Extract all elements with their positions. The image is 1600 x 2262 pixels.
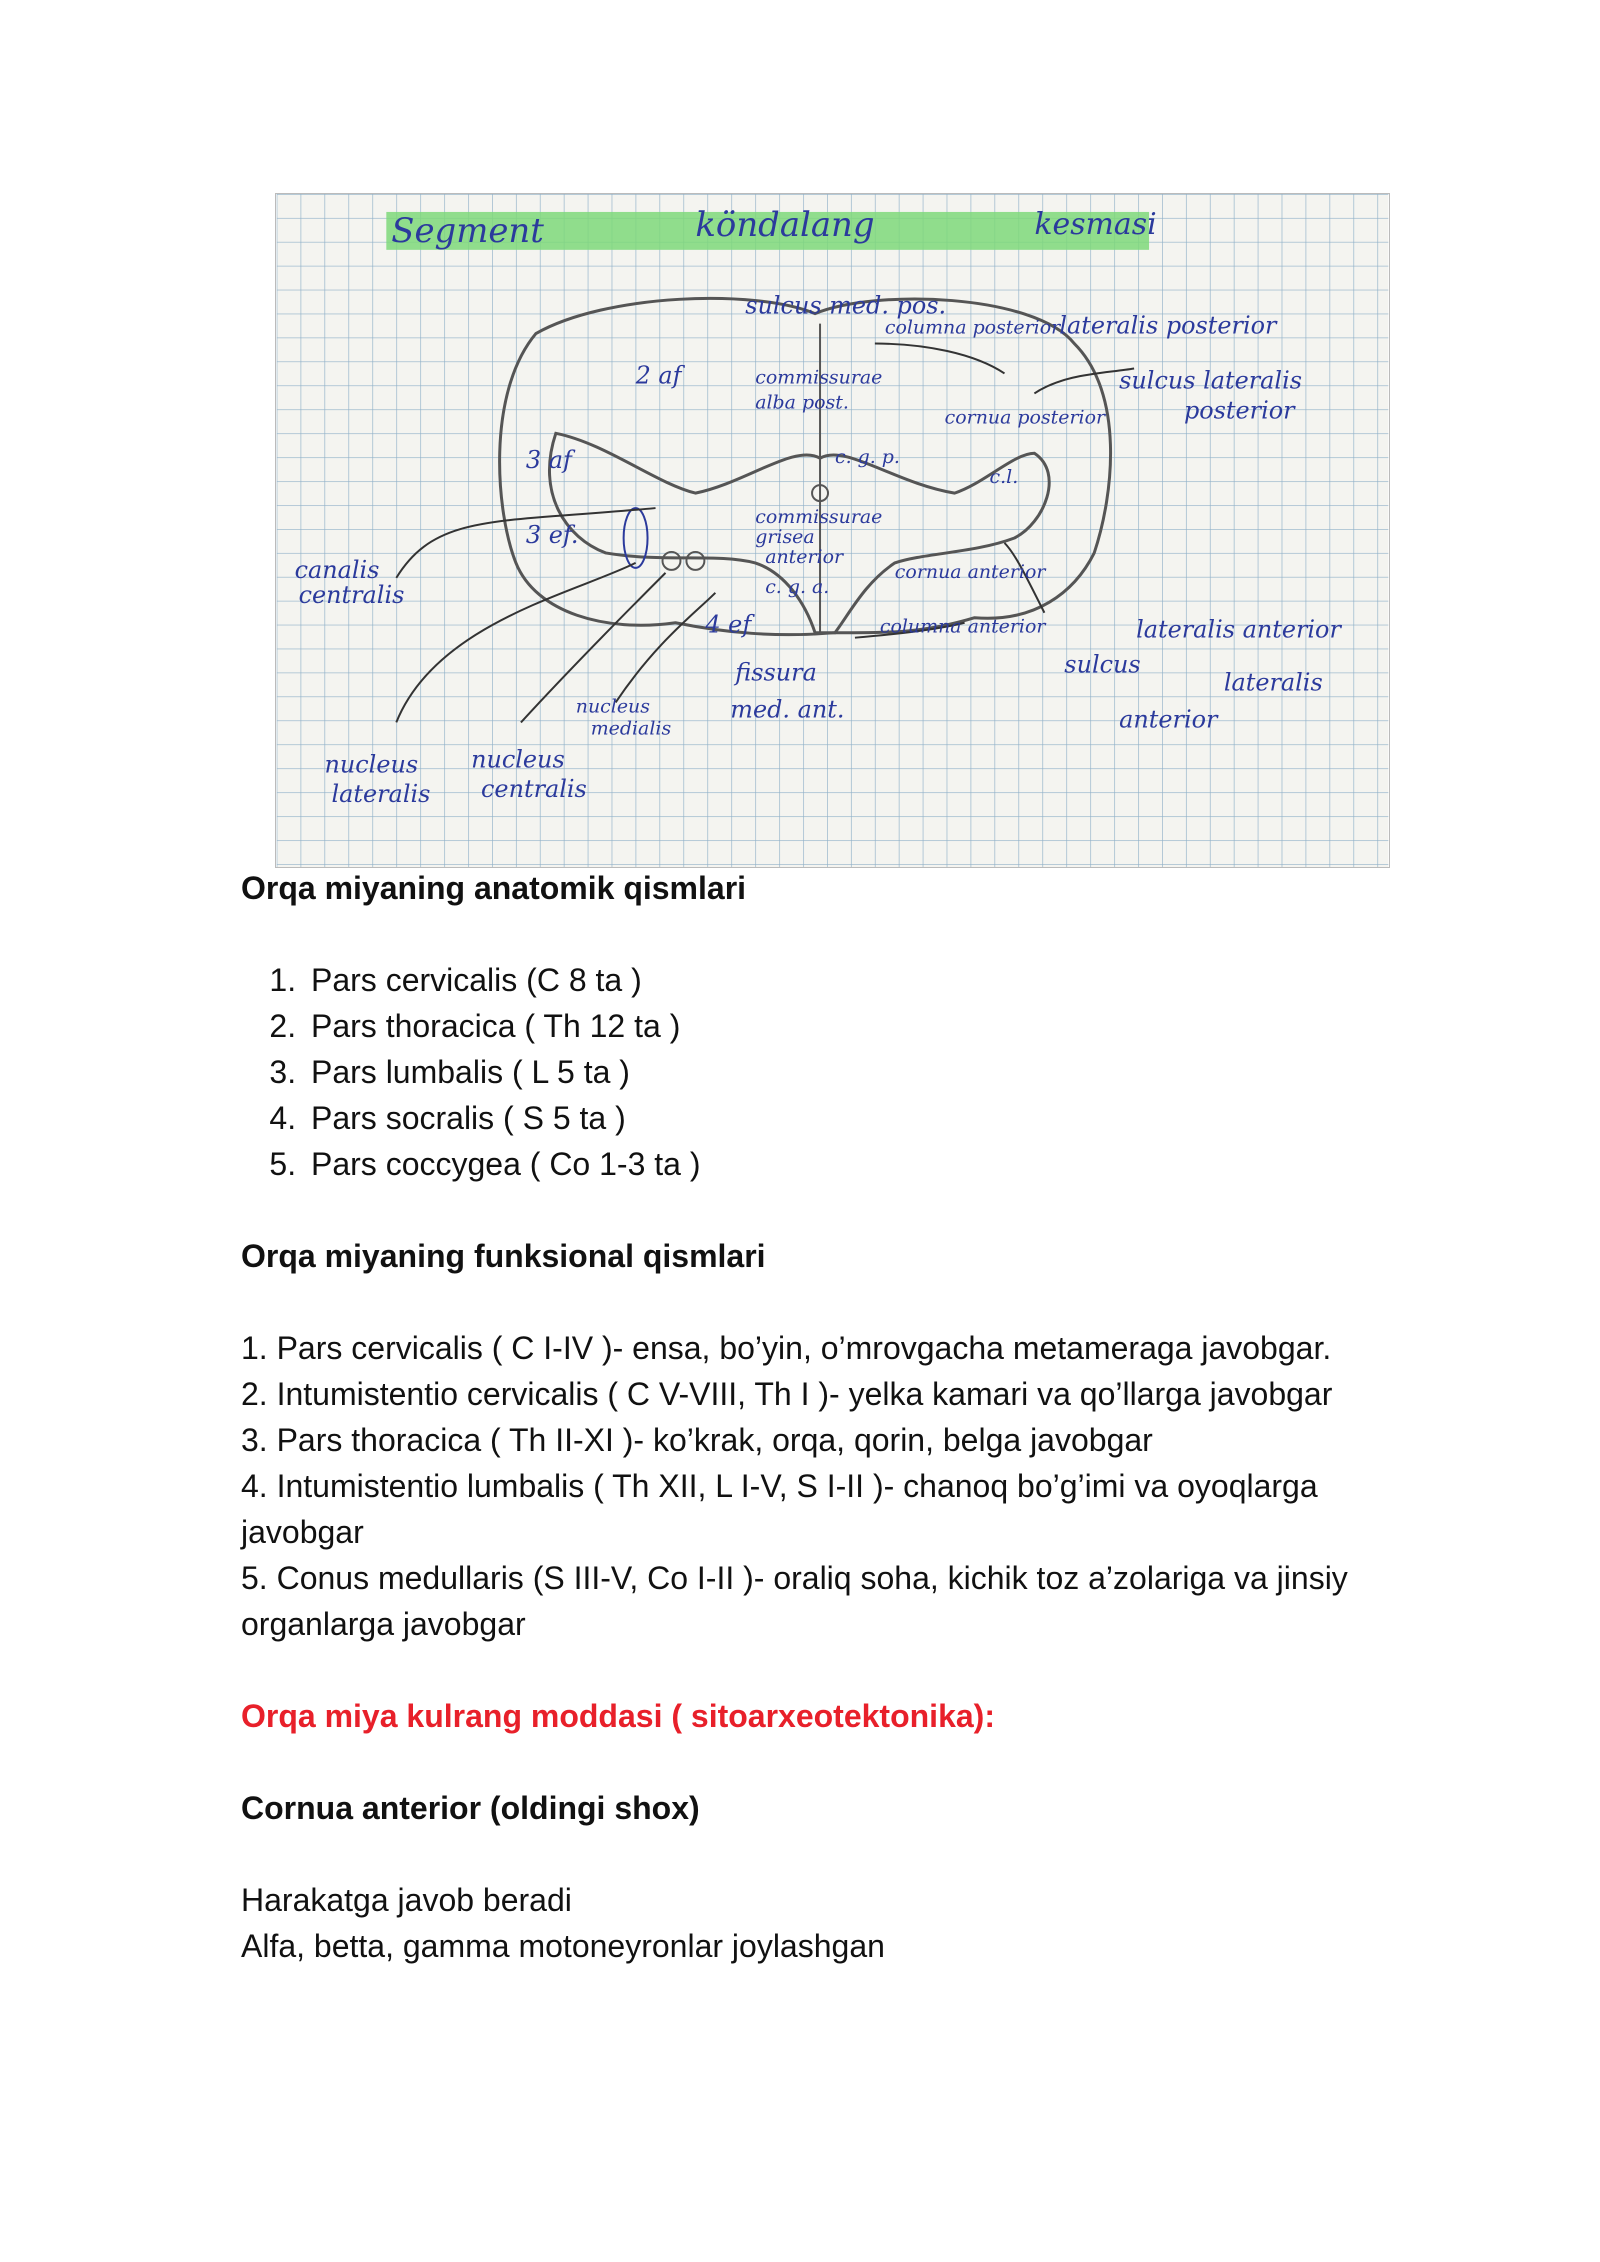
label-3af: 3 af [525, 446, 572, 475]
label-nucleus-medialis-2: medialis [590, 717, 672, 740]
heading-grey-matter: Orqa miya kulrang moddasi ( sitoarxeotektonika): [241, 1698, 995, 1734]
functional-item: 2. Intumistentio cervicalis ( C V-VIII, Th I )- yelka kamari va qo’llarga javobgar [241, 1376, 1333, 1412]
content-column [241, 865, 1371, 1969]
label-cornua-anterior: cornua anterior [894, 560, 1046, 583]
list-item: 3. Pars lumbalis ( L 5 ta ) [305, 1049, 1371, 1095]
label-sulcus-lat-ant-3: anterior [1119, 705, 1218, 734]
heading-anatomic: Orqa miyaning anatomik qismlari [241, 870, 747, 906]
functional-item: 3. Pars thoracica ( Th II-XI )- ko’krak, orqa, qorin, belga javobgar [241, 1422, 1153, 1458]
label-nucleus-centralis-1: nucleus [471, 745, 565, 774]
body-line: Harakatga javob beradi [241, 1882, 572, 1918]
label-commissurae-grisea-3: anterior [765, 545, 844, 568]
label-sulcus-lateralis-posterior-1: sulcus lateralis [1119, 366, 1303, 395]
label-sulcus-lat-ant-1: sulcus [1064, 650, 1141, 679]
label-4ef: 4 ef [705, 610, 752, 639]
spinal-cord-sketch [275, 193, 1390, 868]
sketch-title-2: köndalang [695, 204, 875, 244]
label-commissurae-alba-1: commissurae [755, 366, 883, 389]
label-fissura-1: fissura [735, 658, 817, 687]
label-cl: c.l. [989, 466, 1019, 489]
sketch-title-1: Segment [391, 210, 544, 250]
label-cornua-posterior: cornua posterior [944, 406, 1106, 429]
label-nucleus-centralis-2: centralis [481, 775, 587, 804]
label-sulcus-lat-ant-2: lateralis [1223, 668, 1323, 697]
label-cga: c. g. a. [765, 575, 830, 598]
functional-item: 4. Intumistentio lumbalis ( Th XII, L I-V, S I-II )- chanoq bo’g’imi va oyoqlarga javobgar [241, 1468, 1318, 1550]
label-nucleus-lateralis-1: nucleus [324, 750, 419, 779]
label-commissurae-grisea-2: grisea [755, 525, 815, 548]
sketch-title-3: kesmasi [1034, 206, 1157, 242]
label-fissura-2: med. ant. [730, 695, 845, 724]
label-2af: 2 af [635, 361, 682, 390]
label-columna-anterior: columna anterior [879, 615, 1046, 638]
label-cgp: c. g. p. [834, 446, 900, 469]
heading-cornua-anterior: Cornua anterior (oldingi shox) [241, 1790, 700, 1826]
list-item: 1. Pars cervicalis (C 8 ta ) [305, 957, 1371, 1003]
list-item: 4. Pars socralis ( S 5 ta ) [305, 1095, 1371, 1141]
label-canalis-1: canalis [294, 555, 380, 584]
list-item: 5. Pars coccygea ( Co 1-3 ta ) [305, 1141, 1371, 1187]
label-sulcus-med-pos: sulcus med. pos. [745, 291, 947, 320]
label-nucleus-lateralis-2: lateralis [331, 780, 431, 809]
body-line: Alfa, betta, gamma motoneyronlar joylashgan [241, 1928, 885, 1964]
label-columna-posterior: columna posterior [884, 316, 1061, 339]
functional-item: 5. Conus medullaris (S III-V, Co I-II )- oraliq soha, kichik toz a’zolariga va jinsiy organlarga javobgar [241, 1560, 1348, 1642]
functional-item: 1. Pars cervicalis ( C I-IV )- ensa, bo’yin, o’mrovgacha metameraga javobgar. [241, 1330, 1332, 1366]
label-3ef: 3 ef. [525, 520, 579, 549]
heading-functional: Orqa miyaning funksional qismlari [241, 1238, 766, 1274]
label-sulcus-lateralis-posterior-2: posterior [1183, 396, 1295, 425]
anatomic-list [241, 957, 1371, 1187]
list-item: 2. Pars thoracica ( Th 12 ta ) [305, 1003, 1371, 1049]
label-canalis-2: centralis [298, 580, 405, 609]
label-commissurae-grisea-1: commissurae [755, 506, 883, 529]
label-lateralis-posterior: lateralis posterior [1059, 311, 1277, 340]
label-lateralis-anterior: lateralis anterior [1136, 615, 1341, 644]
label-nucleus-medialis-1: nucleus [575, 695, 650, 718]
label-commissurae-alba-2: alba post. [755, 391, 849, 414]
